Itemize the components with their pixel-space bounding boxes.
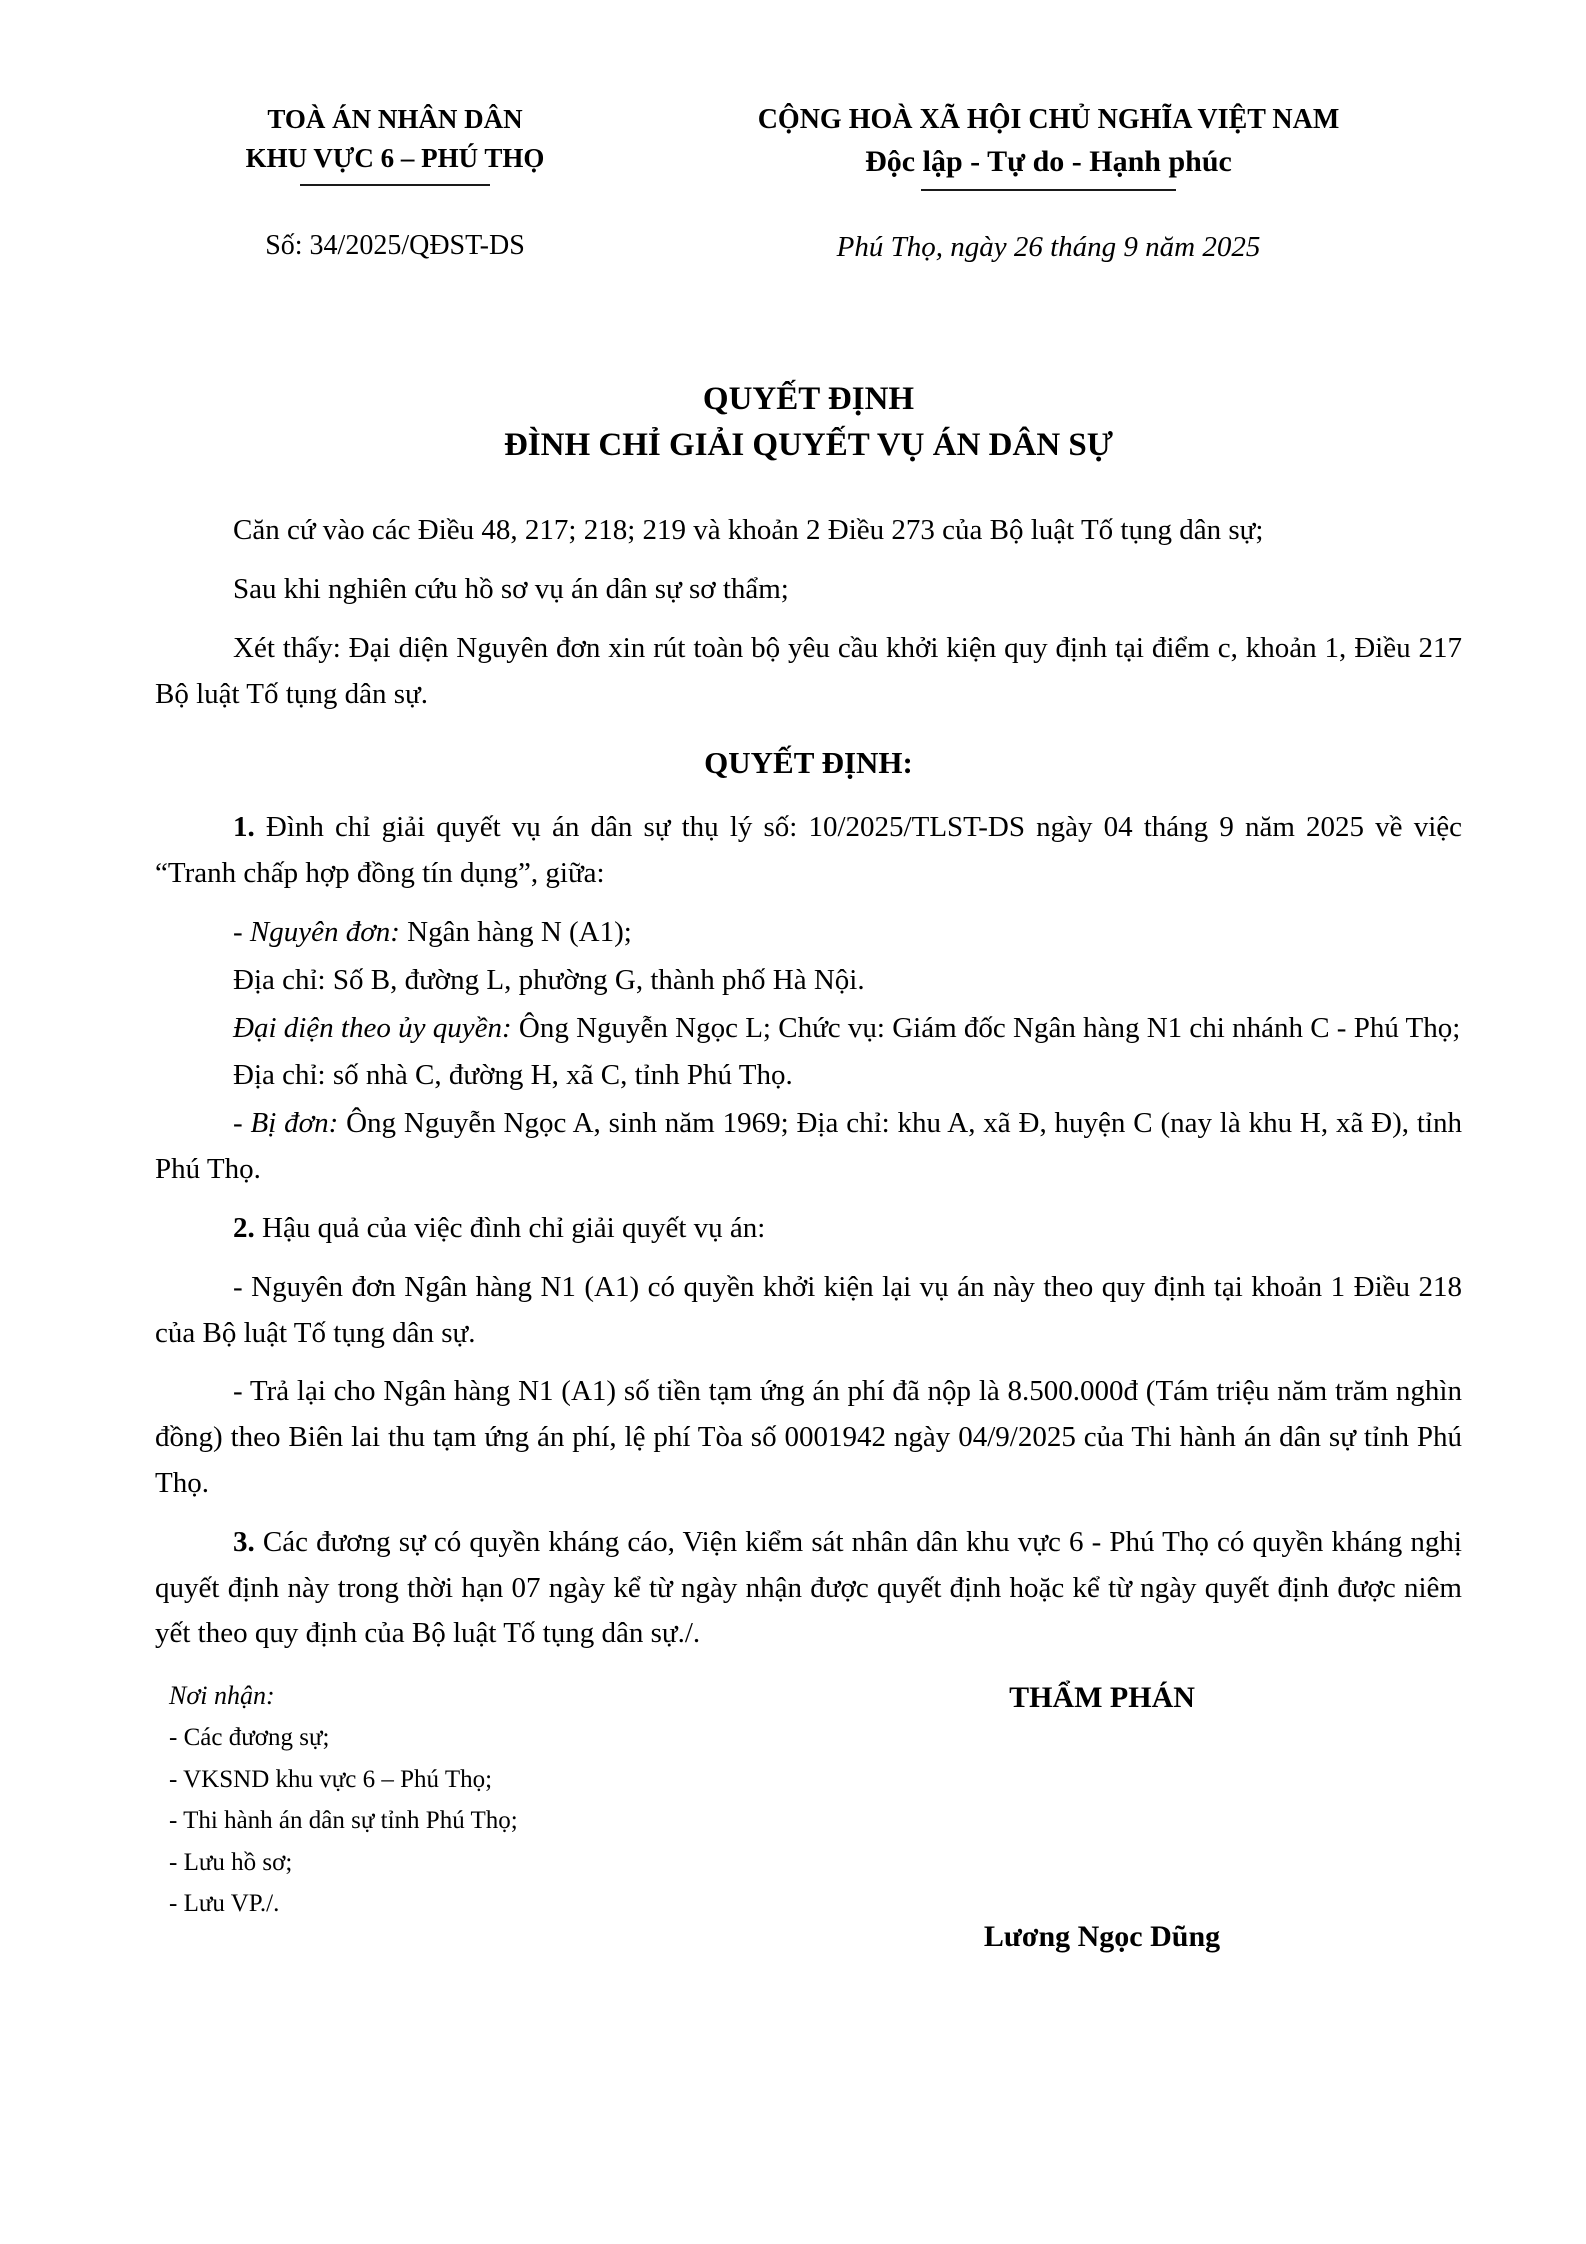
header-right-rule (921, 189, 1176, 191)
defendant-label: - Bị đơn: (233, 1107, 339, 1140)
signer-name: Lương Ngọc Dũng (983, 1920, 1221, 1954)
article-3 (155, 1520, 1462, 1657)
case-review-paragraph: Sau khi nghiên cứu hồ sơ vụ án dân sự sơ thẩm; (233, 572, 789, 605)
representative-text: Ông Nguyễn Ngọc L; Chức vụ: Giám đốc Ngân hàng N1 chi nhánh C - Phú Thọ; (511, 1011, 1461, 1044)
national-motto: Độc lập - Tự do - Hạnh phúc (865, 145, 1232, 179)
article-2-item-2: - Trả lại cho Ngân hàng N1 (A1) số tiền tạm ứng án phí đã nộp là 8.500.000đ (Tám triệu năm trăm nghìn đồng) theo Biên lai thu tạm ứng án phí, lệ phí Tòa số 0001942 ngày 04/9/2025 của Thi hành án dân sự tỉnh Phú Thọ. (155, 1375, 1462, 1499)
place-and-date: Phú Thọ, ngày 26 tháng 9 năm 2025 (836, 231, 1261, 264)
finding-paragraph: Xét thấy: Đại diện Nguyên đơn xin rút toàn bộ yêu cầu khởi kiện quy định tại điểm c, khoản 1, Điều 217 Bộ luật Tố tụng dân sự. (155, 631, 1462, 710)
plaintiff-address: Địa chỉ: Số B, đường L, phường G, thành phố Hà Nội. (233, 963, 865, 996)
article-3-text: Các đương sự có quyền kháng cáo, Viện kiểm sát nhân dân khu vực 6 - Phú Thọ có quyền kháng nghị quyết định này trong thời hạn 07 ngày kể từ ngày nhận được quyết định hoặc kể từ ngày quyết định được niêm yết theo quy định của Bộ luật Tố tụng dân sự./. (155, 1525, 1462, 1650)
defendant-line (155, 1101, 1462, 1193)
document-body (155, 508, 1462, 1657)
decision-heading: QUYẾT ĐỊNH: (704, 745, 913, 781)
article-1-number: 1. (233, 811, 255, 844)
recipient-item: - Lưu hồ sơ; (169, 1848, 293, 1876)
document-title (155, 376, 1462, 468)
signature-block (822, 1681, 1382, 1954)
recipients-label: Nơi nhận: (169, 1681, 275, 1711)
plaintiff-line (155, 910, 1462, 956)
title-line2: ĐÌNH CHỈ GIẢI QUYẾT VỤ ÁN DÂN SỰ (503, 426, 1114, 463)
article-2-number: 2. (233, 1211, 255, 1244)
recipient-item: - VKSND khu vực 6 – Phú Thọ; (169, 1765, 493, 1793)
representative-line (155, 1006, 1462, 1052)
plaintiff-label: - Nguyên đơn: (233, 916, 400, 949)
document-header (155, 100, 1462, 268)
recipient-item: - Lưu VP./. (169, 1890, 280, 1918)
representative-label: Đại diện theo ủy quyền: (233, 1011, 512, 1044)
representative-address: Địa chỉ: số nhà C, đường H, xã C, tỉnh Phú Thọ. (233, 1059, 793, 1092)
court-name-line1: TOÀ ÁN NHÂN DÂN (267, 104, 523, 134)
article-1 (155, 805, 1462, 897)
article-2-text: Hậu quả của việc đình chỉ giải quyết vụ án: (254, 1211, 766, 1244)
court-name-line2: KHU VỰC 6 – PHÚ THỌ (245, 143, 545, 174)
legal-basis-paragraph: Căn cứ vào các Điều 48, 217; 218; 219 và khoản 2 Điều 273 của Bộ luật Tố tụng dân sự; (233, 514, 1264, 547)
signer-title: THẨM PHÁN (1009, 1681, 1195, 1715)
article-1-text: Đình chỉ giải quyết vụ án dân sự thụ lý số: 10/2025/TLST-DS ngày 04 tháng 9 năm 2025 về việc “Tranh chấp hợp đồng tín dụng”, giữa: (155, 811, 1462, 890)
recipient-item: - Các đương sự; (169, 1724, 330, 1752)
defendant-text: Ông Nguyễn Ngọc A, sinh năm 1969; Địa chỉ: khu A, xã Đ, huyện C (nay là khu H, xã Đ), tỉnh Phú Thọ. (155, 1107, 1462, 1186)
header-left-rule (300, 184, 490, 186)
document-number: Số: 34/2025/QĐST-DS (265, 230, 525, 262)
plaintiff-text: Ngân hàng N (A1); (399, 916, 632, 949)
recipients-block (155, 1681, 822, 1954)
article-3-number: 3. (233, 1525, 255, 1558)
article-2 (155, 1206, 1462, 1252)
document-footer (155, 1681, 1462, 1954)
national-motto-block (635, 100, 1462, 268)
issuing-court-block (155, 100, 635, 267)
title-line1: QUYẾT ĐỊNH (702, 380, 915, 417)
national-title: CỘNG HOÀ XÃ HỘI CHỦ NGHĨA VIỆT NAM (757, 104, 1340, 135)
recipient-item: - Thi hành án dân sự tỉnh Phú Thọ; (169, 1807, 518, 1835)
article-2-item-1: - Nguyên đơn Ngân hàng N1 (A1) có quyền khởi kiện lại vụ án này theo quy định tại khoản 1 Điều 218 của Bộ luật Tố tụng dân sự. (155, 1270, 1462, 1349)
